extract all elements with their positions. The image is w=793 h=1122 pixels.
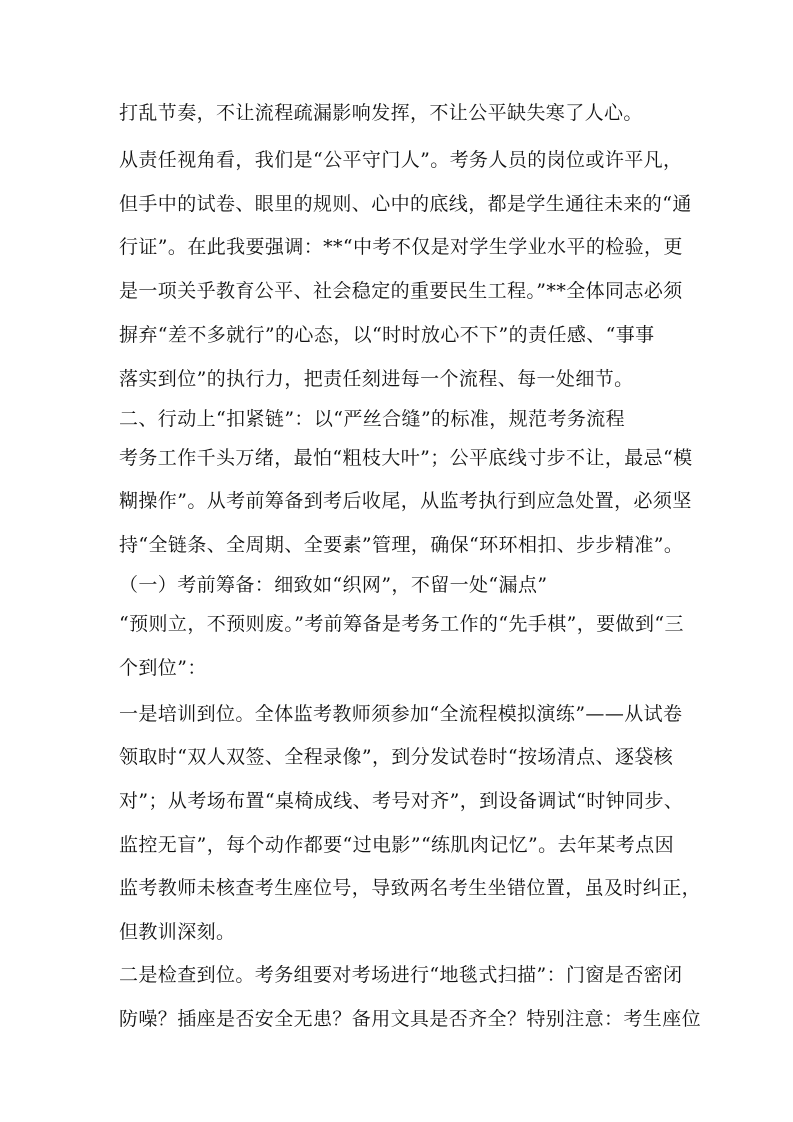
text-line: 但教训深刻。 (119, 921, 236, 943)
subsection-heading: （一）考前筹备：细致如“织网”，不留一处“漏点” (119, 574, 548, 596)
text-line: 是一项关乎教育公平、社会稳定的重要民生工程。”**全体同志必须 (119, 280, 683, 302)
text-line: 但手中的试卷、眼里的规则、心中的底线，都是学生通往未来的“通 (119, 193, 692, 215)
text-line: 糊操作”。从考前筹备到考后收尾，从监考执行到应急处置，必须坚 (119, 490, 692, 512)
text-line: 领取时“双人双签、全程录像”，到分发试卷时“按场清点、逐袋核 (119, 746, 674, 768)
text-line: 监控无盲”，每个动作都要“过电影”“练肌肉记忆”。去年某考点因 (119, 834, 674, 856)
text-line: 落实到位”的执行力，把责任刻进每一个流程、每一处细节。 (119, 368, 634, 390)
text-line: 摒弃“差不多就行”的心态，以“时时放心不下”的责任感、“事事 (119, 324, 655, 346)
text-line: 对”；从考场布置“桌椅成线、考号对齐”，到设备调试“时钟同步、 (119, 790, 684, 812)
text-line: “预则立，不预则废。”考前筹备是考务工作的“先手棋”，要做到“三 (119, 613, 684, 635)
section-heading: 二、行动上“扣紧链”：以“严丝合缝”的标准，规范考务流程 (119, 408, 626, 430)
text-line: 打乱节奏，不让流程疏漏影响发挥，不让公平缺失寒了人心。 (119, 102, 643, 124)
text-line: 一是培训到位。全体监考教师须参加“全流程模拟演练”——从试卷 (119, 703, 683, 725)
text-line: 监考教师未核查考生座位号，导致两名考生坐错位置，虽及时纠正， (119, 877, 702, 899)
text-line: 二是检查到位。考务组要对考场进行“地毯式扫描”：门窗是否密闭 (119, 964, 683, 986)
text-line: 个到位”： (119, 657, 207, 679)
text-line: 从责任视角看，我们是“公平守门人”。考务人员的岗位或许平凡， (119, 149, 683, 171)
text-line: 行证”。在此我要强调：**“中考不仅是对学生学业水平的检验，更 (119, 236, 683, 258)
text-line: 防噪？插座是否安全无患？备用文具是否齐全？特别注意：考生座位 (119, 1008, 702, 1030)
text-line: 持“全链条、全周期、全要素”管理，确保“环环相扣、步步精准”。 (119, 534, 684, 556)
text-line: 考务工作千头万绪，最怕“粗枝大叶”；公平底线寸步不让，最忌“模 (119, 447, 693, 469)
